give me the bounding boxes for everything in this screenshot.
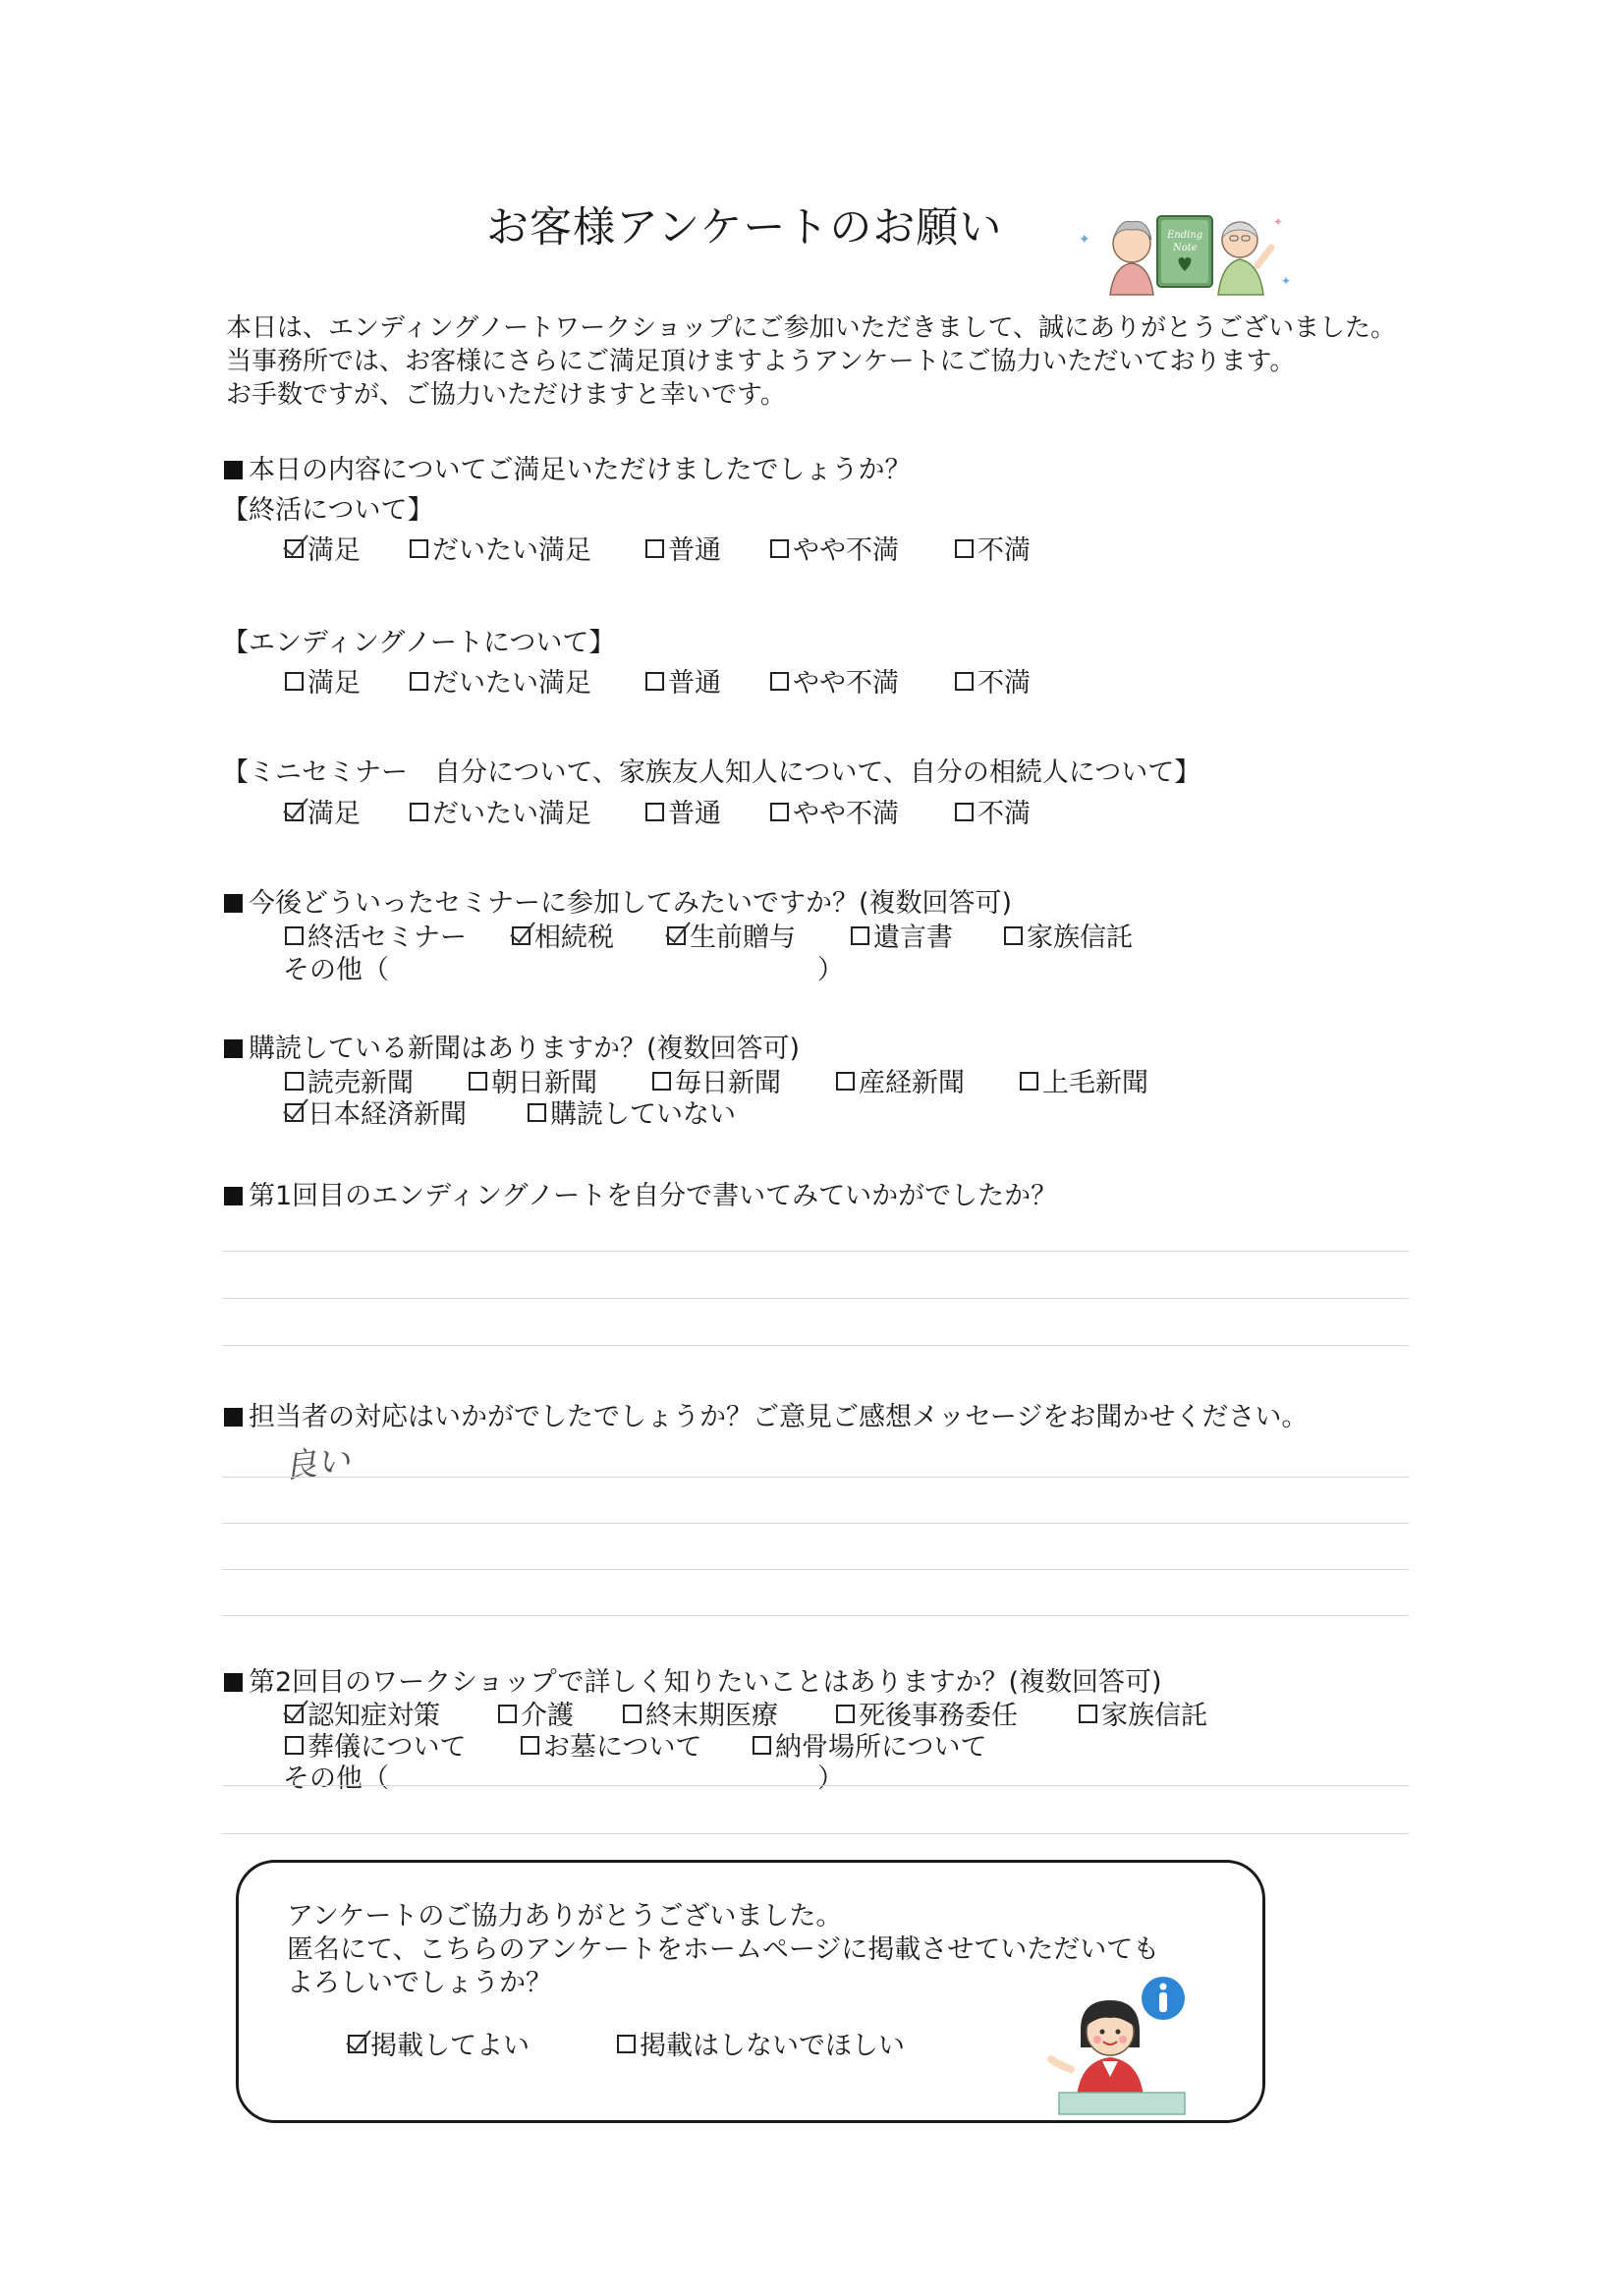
answer-line <box>222 1345 1409 1346</box>
option-label: 生前贈与 <box>690 923 796 953</box>
option-label: 掲載はしないでほしい <box>640 2031 905 2061</box>
checkbox-option[interactable] <box>285 1092 467 1131</box>
option-label: 不満 <box>977 799 1031 829</box>
option-label: やや不満 <box>793 535 899 566</box>
question-6-text: 第2回目のワークショップで詳しく知りたいことはありますか？(複数回答可) <box>249 1667 1162 1698</box>
checkbox-option[interactable] <box>836 1061 965 1099</box>
footer-consent-line-2: よろしいでしょうか？ <box>287 1968 552 1998</box>
option-label: 不満 <box>977 535 1031 566</box>
checkbox-icon[interactable] <box>836 1705 855 1723</box>
other-label: その他（ <box>283 1764 389 1794</box>
checkbox-icon[interactable] <box>285 672 304 691</box>
checkbox-option[interactable] <box>955 792 1031 830</box>
intro-line-2: 当事務所では、お客様にさらにご満足頂けますようアンケートにご協力いただいております。 <box>226 347 1296 376</box>
square-bullet-icon <box>224 1408 243 1427</box>
checkbox-option[interactable] <box>348 2024 530 2062</box>
checkbox-icon[interactable] <box>955 672 974 691</box>
checkbox-icon[interactable] <box>645 803 664 821</box>
checkbox-icon[interactable] <box>410 539 428 558</box>
checkbox-icon[interactable] <box>469 1072 487 1091</box>
checkbox-icon[interactable] <box>528 1103 546 1122</box>
checkbox-option[interactable] <box>667 916 796 954</box>
checkbox-option[interactable] <box>285 792 361 830</box>
checkbox-option[interactable] <box>512 916 614 954</box>
option-label: 認知症対策 <box>307 1701 440 1731</box>
checkbox-icon[interactable] <box>652 1072 671 1091</box>
checkbox-option[interactable] <box>617 2024 905 2062</box>
book-title: Ending <box>1167 230 1203 241</box>
receptionist-illustration <box>1041 1971 1199 2128</box>
option-label: 家族信託 <box>1101 1701 1207 1731</box>
sparkle-icon: ✦ <box>1273 215 1284 229</box>
option-label: だいたい満足 <box>432 668 591 699</box>
other-close-paren: ） <box>817 1764 844 1794</box>
option-label: 死後事務委任 <box>859 1701 1018 1731</box>
checkbox-icon[interactable] <box>955 803 974 821</box>
other-label: その他（ <box>283 955 389 985</box>
checkbox-icon[interactable] <box>851 926 869 945</box>
answer-line <box>222 1785 1409 1786</box>
checkbox-option[interactable] <box>645 661 721 700</box>
checkbox-option[interactable] <box>285 661 361 700</box>
intro-line-3: お手数ですが、ご協力いただけますと幸いです。 <box>226 380 786 410</box>
option-label: 普通 <box>668 668 721 699</box>
answer-line <box>222 1569 1409 1570</box>
option-label: 不満 <box>977 668 1031 699</box>
question-1 <box>224 448 911 486</box>
checkbox-option[interactable] <box>528 1092 736 1131</box>
checkbox-icon[interactable] <box>1020 1072 1038 1091</box>
option-label: やや不満 <box>793 799 899 829</box>
checkbox-option[interactable] <box>645 792 721 830</box>
section-label-ending-note: 【エンディングノートについて】 <box>222 628 616 658</box>
other-close-paren: ） <box>817 955 844 985</box>
checkbox-option[interactable] <box>1004 916 1133 954</box>
sparkle-icon: ✦ <box>1281 274 1292 288</box>
option-label: 日本経済新聞 <box>307 1099 467 1130</box>
option-label: 普通 <box>668 535 721 566</box>
option-label: 購読していない <box>550 1099 736 1130</box>
question-2 <box>224 881 1012 920</box>
option-label: だいたい満足 <box>432 799 591 829</box>
option-label: 掲載してよい <box>370 2031 530 2061</box>
option-label: 家族信託 <box>1027 923 1133 953</box>
checkbox-icon[interactable] <box>1004 926 1023 945</box>
checkbox-option[interactable] <box>285 529 361 567</box>
checkbox-checked-icon[interactable] <box>285 1705 304 1723</box>
checkbox-option[interactable] <box>410 661 591 700</box>
section-label-mini-seminar: 【ミニセミナー 自分について、家族友人知人について、自分の相続人について】 <box>222 757 1201 788</box>
question-3-text: 購読している新聞はありますか？(複数回答可) <box>249 1034 801 1064</box>
checkbox-option[interactable] <box>955 661 1031 700</box>
question-5 <box>224 1395 1308 1433</box>
question-3 <box>224 1027 800 1065</box>
square-bullet-icon <box>224 1187 243 1205</box>
option-label: やや不満 <box>793 668 899 699</box>
square-bullet-icon <box>224 1039 243 1058</box>
checkbox-icon[interactable] <box>410 803 428 821</box>
ending-note-couple-illustration <box>1071 204 1297 303</box>
checkbox-option[interactable] <box>851 916 953 954</box>
footer-consent-line-1: 匿名にて、こちらのアンケートをホームページに掲載させていただいても <box>287 1934 1160 1965</box>
checkbox-icon[interactable] <box>770 803 789 821</box>
question-5-text: 担当者の対応はいかがでしたでしょうか？ご意見ご感想メッセージをお聞かせください。 <box>249 1402 1309 1432</box>
checkbox-option[interactable] <box>770 661 899 700</box>
answer-line <box>222 1615 1409 1616</box>
option-label: 普通 <box>668 799 721 829</box>
checkbox-icon[interactable] <box>521 1736 539 1755</box>
checkbox-option[interactable] <box>521 1725 701 1764</box>
checkbox-checked-icon[interactable] <box>285 1103 304 1122</box>
checkbox-option[interactable] <box>955 529 1031 567</box>
checkbox-option[interactable] <box>1079 1694 1207 1732</box>
square-bullet-icon <box>224 894 243 913</box>
checkbox-icon[interactable] <box>645 539 664 558</box>
sparkle-icon: ✦ <box>1079 232 1090 248</box>
answer-line <box>222 1298 1409 1299</box>
checkbox-checked-icon[interactable] <box>285 539 304 558</box>
intro-line-1: 本日は、エンディングノートワークショップにご参加いただきまして、誠にありがとうございました。 <box>226 313 1397 343</box>
option-label: 介護 <box>521 1701 574 1731</box>
answer-line <box>222 1523 1409 1524</box>
checkbox-icon[interactable] <box>836 1072 855 1091</box>
checkbox-checked-icon[interactable] <box>512 926 530 945</box>
question-4-text: 第1回目のエンディングノートを自分で書いてみていかがでしたか？ <box>249 1181 1058 1211</box>
option-label: 産経新聞 <box>859 1068 965 1098</box>
checkbox-option[interactable] <box>410 529 591 567</box>
checkbox-icon[interactable] <box>617 2035 636 2053</box>
option-label: だいたい満足 <box>432 535 591 566</box>
handwritten-answer: 良い <box>281 1440 353 1487</box>
question-2-text: 今後どういったセミナーに参加してみたいですか？(複数回答可) <box>249 888 1013 919</box>
checkbox-icon[interactable] <box>285 1072 304 1091</box>
answer-line <box>222 1251 1409 1252</box>
answer-line <box>222 1477 1409 1478</box>
option-label: お墓について <box>543 1732 702 1763</box>
checkbox-icon[interactable] <box>770 539 789 558</box>
checkbox-icon[interactable] <box>753 1736 771 1755</box>
option-label: 満足 <box>307 535 361 566</box>
answer-line <box>222 1833 1409 1834</box>
option-label: 納骨場所について <box>775 1732 987 1763</box>
option-label: 満足 <box>307 668 361 699</box>
square-bullet-icon <box>224 461 243 479</box>
option-label: 終活セミナー <box>307 923 467 953</box>
footer-thanks: アンケートのご協力ありがとうございました。 <box>287 1901 843 1932</box>
option-label: 相続税 <box>534 923 614 953</box>
checkbox-icon[interactable] <box>770 672 789 691</box>
option-label: 朝日新聞 <box>491 1068 597 1098</box>
checkbox-option[interactable] <box>645 529 721 567</box>
question-4 <box>224 1174 1057 1212</box>
option-label: 上毛新聞 <box>1042 1068 1148 1098</box>
svg-text:Note: Note <box>1173 243 1198 253</box>
option-label: 毎日新聞 <box>675 1068 781 1098</box>
option-label: 終末期医療 <box>645 1701 778 1731</box>
checkbox-checked-icon[interactable] <box>285 803 304 821</box>
checkbox-icon[interactable] <box>955 539 974 558</box>
checkbox-icon[interactable] <box>1079 1705 1097 1723</box>
option-label: 読売新聞 <box>307 1068 414 1098</box>
section-label-shukatsu: 【終活について】 <box>222 495 434 526</box>
option-label: 満足 <box>307 799 361 829</box>
checkbox-option[interactable] <box>770 792 899 830</box>
checkbox-option[interactable] <box>1020 1061 1148 1099</box>
checkbox-option[interactable] <box>753 1725 986 1764</box>
option-label: 葬儀について <box>307 1732 467 1763</box>
checkbox-icon[interactable] <box>623 1705 642 1723</box>
option-label: 遺言書 <box>873 923 953 953</box>
checkbox-option[interactable] <box>410 792 591 830</box>
checkbox-icon[interactable] <box>285 926 304 945</box>
checkbox-checked-icon[interactable] <box>348 2035 366 2053</box>
checkbox-icon[interactable] <box>410 672 428 691</box>
checkbox-icon[interactable] <box>498 1705 517 1723</box>
square-bullet-icon <box>224 1673 243 1692</box>
checkbox-icon[interactable] <box>285 1736 304 1755</box>
page-title: お客様アンケートのお願い <box>486 203 1003 252</box>
question-1-text: 本日の内容についてご満足いただけましたでしょうか？ <box>249 455 912 485</box>
checkbox-icon[interactable] <box>645 672 664 691</box>
checkbox-option[interactable] <box>770 529 899 567</box>
checkbox-checked-icon[interactable] <box>667 926 686 945</box>
